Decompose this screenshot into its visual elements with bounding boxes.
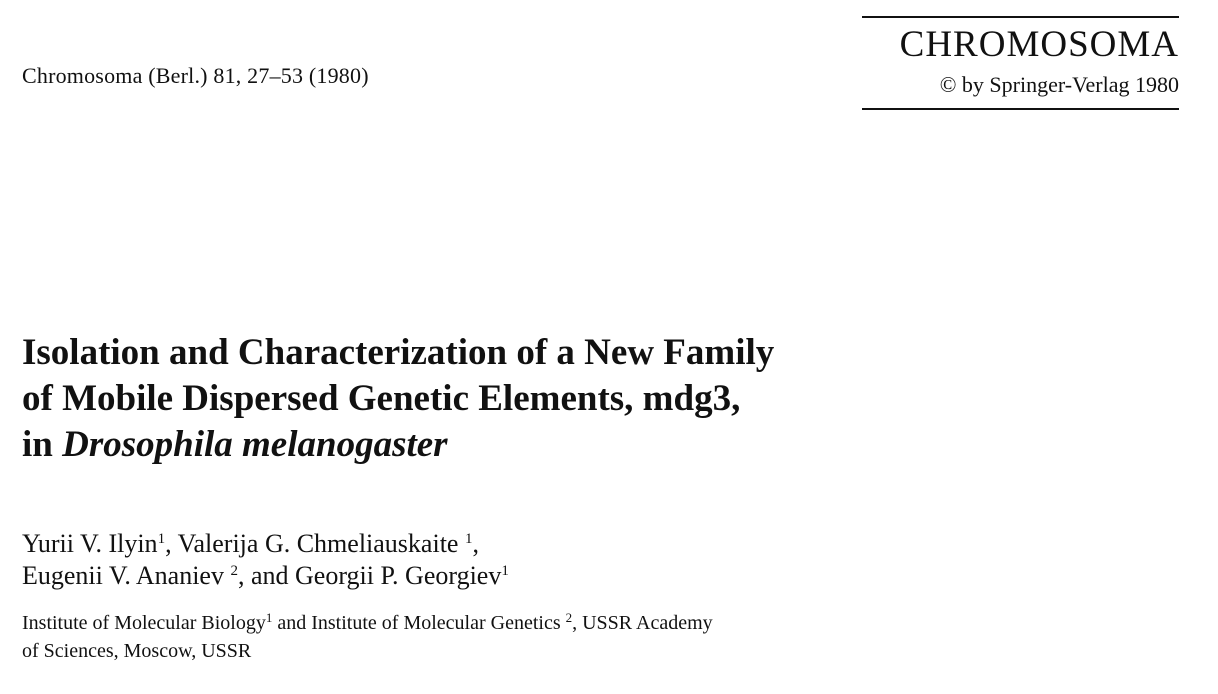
- author-list: [22, 528, 509, 592]
- copyright-icon: ©: [939, 72, 957, 97]
- author-affiliation-mark: 1: [501, 563, 509, 579]
- author-affiliations: [22, 609, 713, 665]
- title-line-3-prefix: in: [22, 424, 63, 465]
- affiliation-mark-1: 1: [265, 610, 273, 625]
- author-affiliation-mark: 1: [464, 531, 473, 547]
- affiliation-line-1: [22, 609, 713, 637]
- affiliation-line-2: of Sciences, Moscow, USSR: [22, 640, 252, 662]
- title-line-1: Isolation and Characterization of a New Family: [22, 332, 775, 373]
- author-line-1: [22, 528, 509, 560]
- species-name: Drosophila melanogaster: [62, 424, 448, 465]
- copyright-line: [940, 74, 1179, 96]
- author-name: Valerija G. Chmeliauskaite: [177, 529, 459, 558]
- affiliation-part-3: , USSR Academy: [572, 612, 713, 634]
- journal-masthead: [862, 16, 1179, 110]
- author-separator: , and: [237, 561, 296, 590]
- author-line-2: [22, 560, 509, 592]
- journal-name: CHROMOSOMA: [899, 24, 1179, 65]
- affiliation-mark-2: 2: [565, 610, 573, 625]
- author-separator: ,: [472, 529, 479, 558]
- author-name: Yurii V. Ilyin: [22, 529, 158, 558]
- author-separator: ,: [165, 529, 178, 558]
- affiliation-part-2: and Institute of Molecular Genetics: [272, 612, 561, 634]
- article-title: [22, 330, 774, 468]
- copyright-text: by Springer-Verlag 1980: [956, 72, 1179, 97]
- author-name: Georgii P. Georgiev: [295, 561, 502, 590]
- title-line-3: [22, 422, 774, 468]
- title-line-2: of Mobile Dispersed Genetic Elements, mdg3,: [22, 378, 741, 419]
- author-name: Eugenii V. Ananiev: [22, 561, 224, 590]
- author-affiliation-mark: 2: [230, 563, 238, 579]
- affiliation-part-1: Institute of Molecular Biology: [22, 612, 266, 634]
- journal-citation: Chromosoma (Berl.) 81, 27–53 (1980): [22, 63, 369, 88]
- author-affiliation-mark: 1: [157, 531, 166, 547]
